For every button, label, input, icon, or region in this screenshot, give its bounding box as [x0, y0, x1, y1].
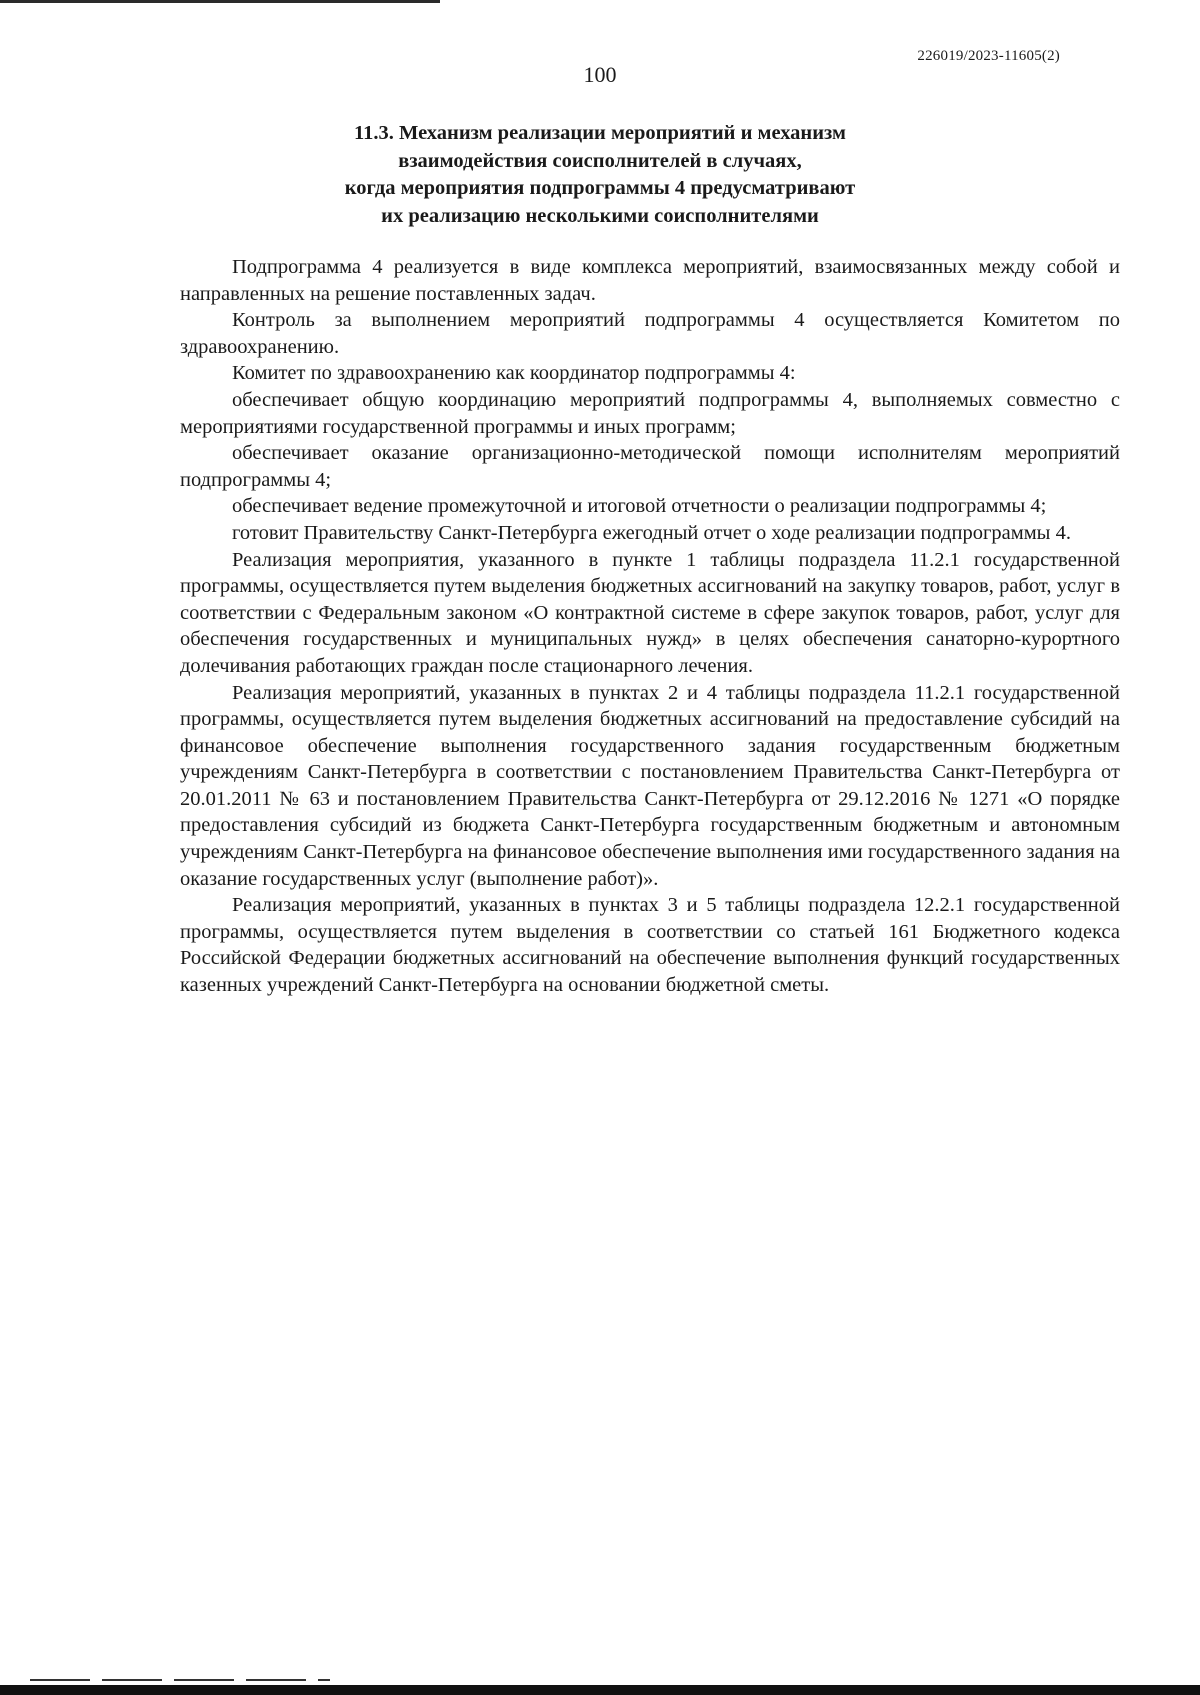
paragraph-reporting-duty: обеспечивает ведение промежуточной и итоговой отчетности о реализации подпрограммы 4; — [232, 495, 1047, 518]
paragraph-coordination-duty: обеспечивает общую координацию мероприятий подпрограммы 4, выполняемых совместно с мероприятиями государственной программы и иных программ; — [180, 388, 1120, 438]
section-heading — [160, 120, 1040, 230]
paragraph-coordinator: Комитет по здравоохранению как координатор подпрограммы 4: — [232, 362, 796, 385]
scan-bottom-edge — [0, 1685, 1200, 1695]
paragraph-subprogram-complex: Подпрограмма 4 реализуется в виде комплекса мероприятий, взаимосвязанных между собой и направленных на решение поставленных задач. — [180, 256, 1120, 305]
page-number: 100 — [583, 62, 617, 87]
paragraph-control: Контроль за выполнением мероприятий подпрограммы 4 осуществляется Комитетом по здравоохранению. — [180, 309, 1120, 358]
section-heading-line: 11.3. Механизм реализации мероприятий и механизм — [354, 122, 846, 144]
paragraph-annual-report-duty: готовит Правительству Санкт-Петербурга ежегодный отчет о ходе реализации подпрограммы 4. — [232, 521, 1071, 544]
body-text — [180, 254, 1120, 999]
scan-bottom-dash — [30, 1679, 330, 1681]
document-registration-code: 226019/2023-11605(2) — [917, 48, 1060, 64]
section-heading-line: когда мероприятия подпрограммы 4 предусматривают — [344, 177, 856, 199]
section-heading-line: взаимодействия соисполнителей в случаях, — [398, 149, 802, 172]
section-heading-line: их реализацию несколькими соисполнителями — [381, 204, 819, 227]
paragraph-methodical-help-duty: обеспечивает оказание организационно-методической помощи исполнителям мероприятий подпрограммы 4; — [180, 442, 1120, 491]
paragraph-items-2-4-implementation: Реализация мероприятий, указанных в пунктах 2 и 4 таблицы подраздела 11.2.1 государственной программы, осуществляется путем выделения бюджетных ассигнований на предоставление субсидий на финансовое обеспечение выполнения государственного задания государственным бюджетным учреждениям Санкт-Петербурга в соответствии с постановлением Правительства Санкт-Петербурга от 20.01.2011 № 63 и постановлением Правительства Санкт-Петербурга от 29.12.2016 № 1271 «О порядке предоставления субсидий из бюджета Санкт-Петербурга государственным бюджетным и автономным учреждениям Санкт-Петербурга на финансовое обеспечение выполнения ими государственного задания на оказание государственных услуг (выполнение работ)». — [180, 681, 1120, 890]
paragraph-items-3-5-implementation: Реализация мероприятий, указанных в пунктах 3 и 5 таблицы подраздела 12.2.1 государственной программы, осуществляется путем выделения в соответствии со статьей 161 Бюджетного кодекса Российской Федерации бюджетных ассигнований на обеспечение выполнения функций государственных казенных учреждений Санкт-Петербурга на основании бюджетной сметы. — [180, 894, 1120, 997]
scan-top-edge — [0, 0, 440, 3]
paragraph-item-1-implementation: Реализация мероприятия, указанного в пункте 1 таблицы подраздела 11.2.1 государственной программы, осуществляется путем выделения бюджетных ассигнований на закупку товаров, работ, услуг в соответствии с Федеральным законом «О контрактной системе в сфере закупок товаров, работ, услуг для обеспечения государственных и муниципальных нужд» в целях обеспечения санаторно-курортного долечивания работающих граждан после стационарного лечения. — [180, 548, 1120, 677]
